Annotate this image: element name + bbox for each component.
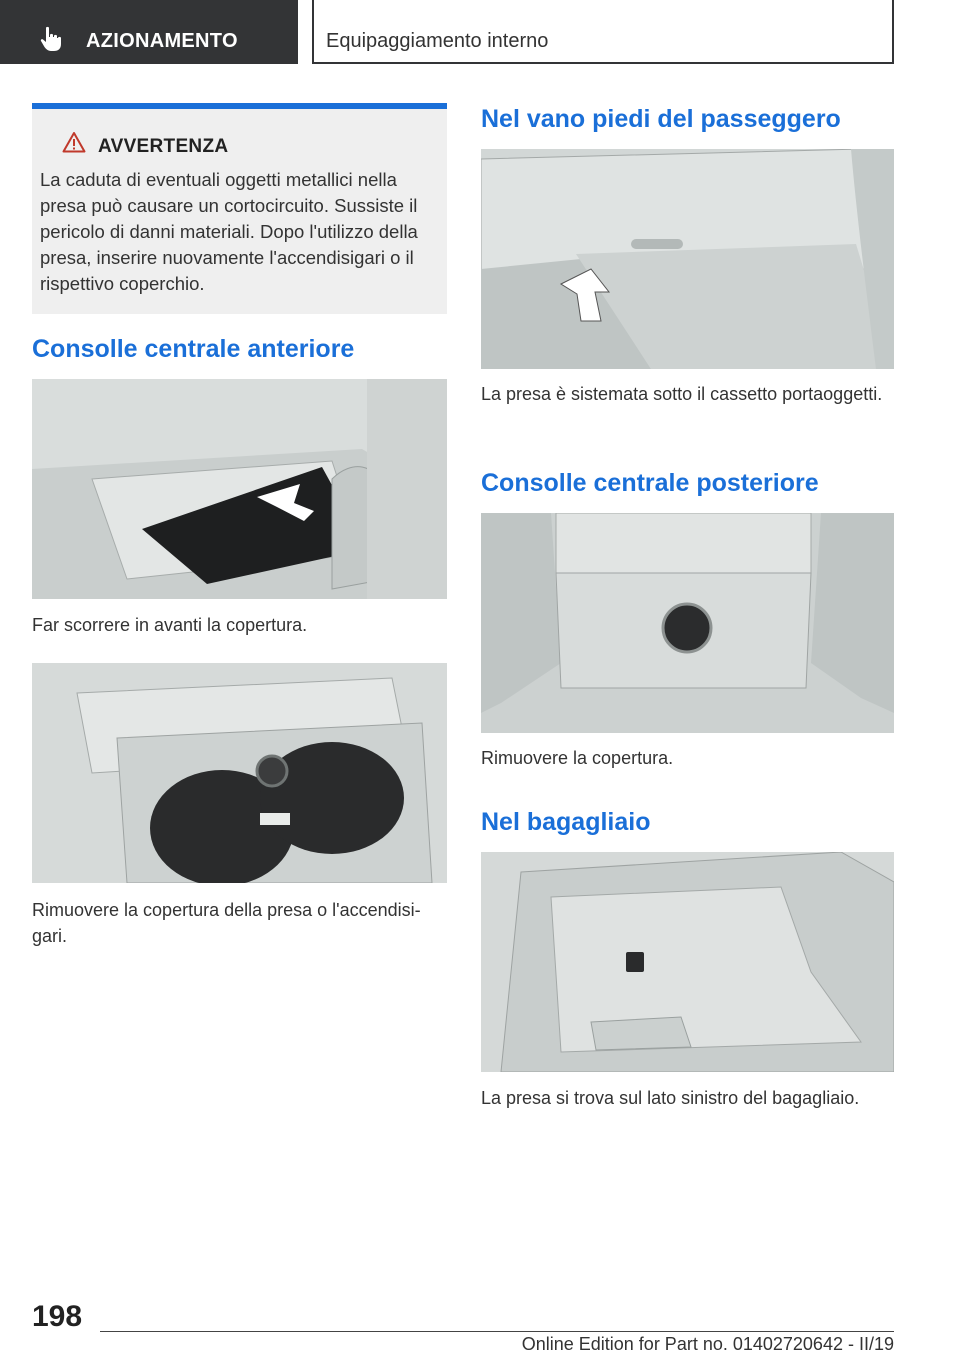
front-console-cupholder-image xyxy=(32,663,447,883)
hand-pointer-icon xyxy=(40,26,62,57)
heading-rear-console: Consolle centrale posteriore xyxy=(481,469,819,497)
front-console-slide-image xyxy=(32,379,447,599)
heading-trunk: Nel bagagliaio xyxy=(481,808,651,836)
heading-front-console: Consolle centrale anteriore xyxy=(32,335,355,363)
caption-trunk: La presa si trova sul lato sinistro del bagagliaio. xyxy=(481,1088,860,1108)
warning-triangle-icon xyxy=(62,131,86,158)
footer-divider xyxy=(100,1331,894,1332)
chapter-title: Equipaggiamento interno xyxy=(326,30,549,52)
warning-text: La caduta di eventuali oggetti metallici nella presa può causare un cortocircuito. Sussiste il pericolo di danni materiali. Dopo l'utilizzo della presa, inserire nuovamente l'accendisigari o il rispettivo coperchio. xyxy=(40,169,418,294)
caption-passenger-footwell: La presa è sistemata sotto il cassetto portaoggetti. xyxy=(481,384,883,404)
caption-front-console-2: Rimuovere la copertura della presa o l'accendisigari. xyxy=(32,900,421,946)
caption-rear-console: Rimuovere la copertura. xyxy=(481,748,674,768)
warning-title: AVVERTENZA xyxy=(98,136,229,157)
caption-front-console-1: Far scorrere in avanti la copertura. xyxy=(32,615,308,635)
warning-box xyxy=(32,103,447,314)
page-number: 198 xyxy=(32,1300,83,1333)
section-label: AZIONAMENTO xyxy=(86,30,238,52)
heading-passenger-footwell: Nel vano piedi del passeggero xyxy=(481,105,841,133)
rear-console-image xyxy=(481,513,894,733)
trunk-image xyxy=(481,852,894,1072)
section-tab xyxy=(0,0,298,64)
passenger-footwell-image xyxy=(481,149,894,369)
footer-edition: Online Edition for Part no. 01402720642 - II/19 xyxy=(521,1334,894,1354)
chapter-header xyxy=(312,0,894,64)
